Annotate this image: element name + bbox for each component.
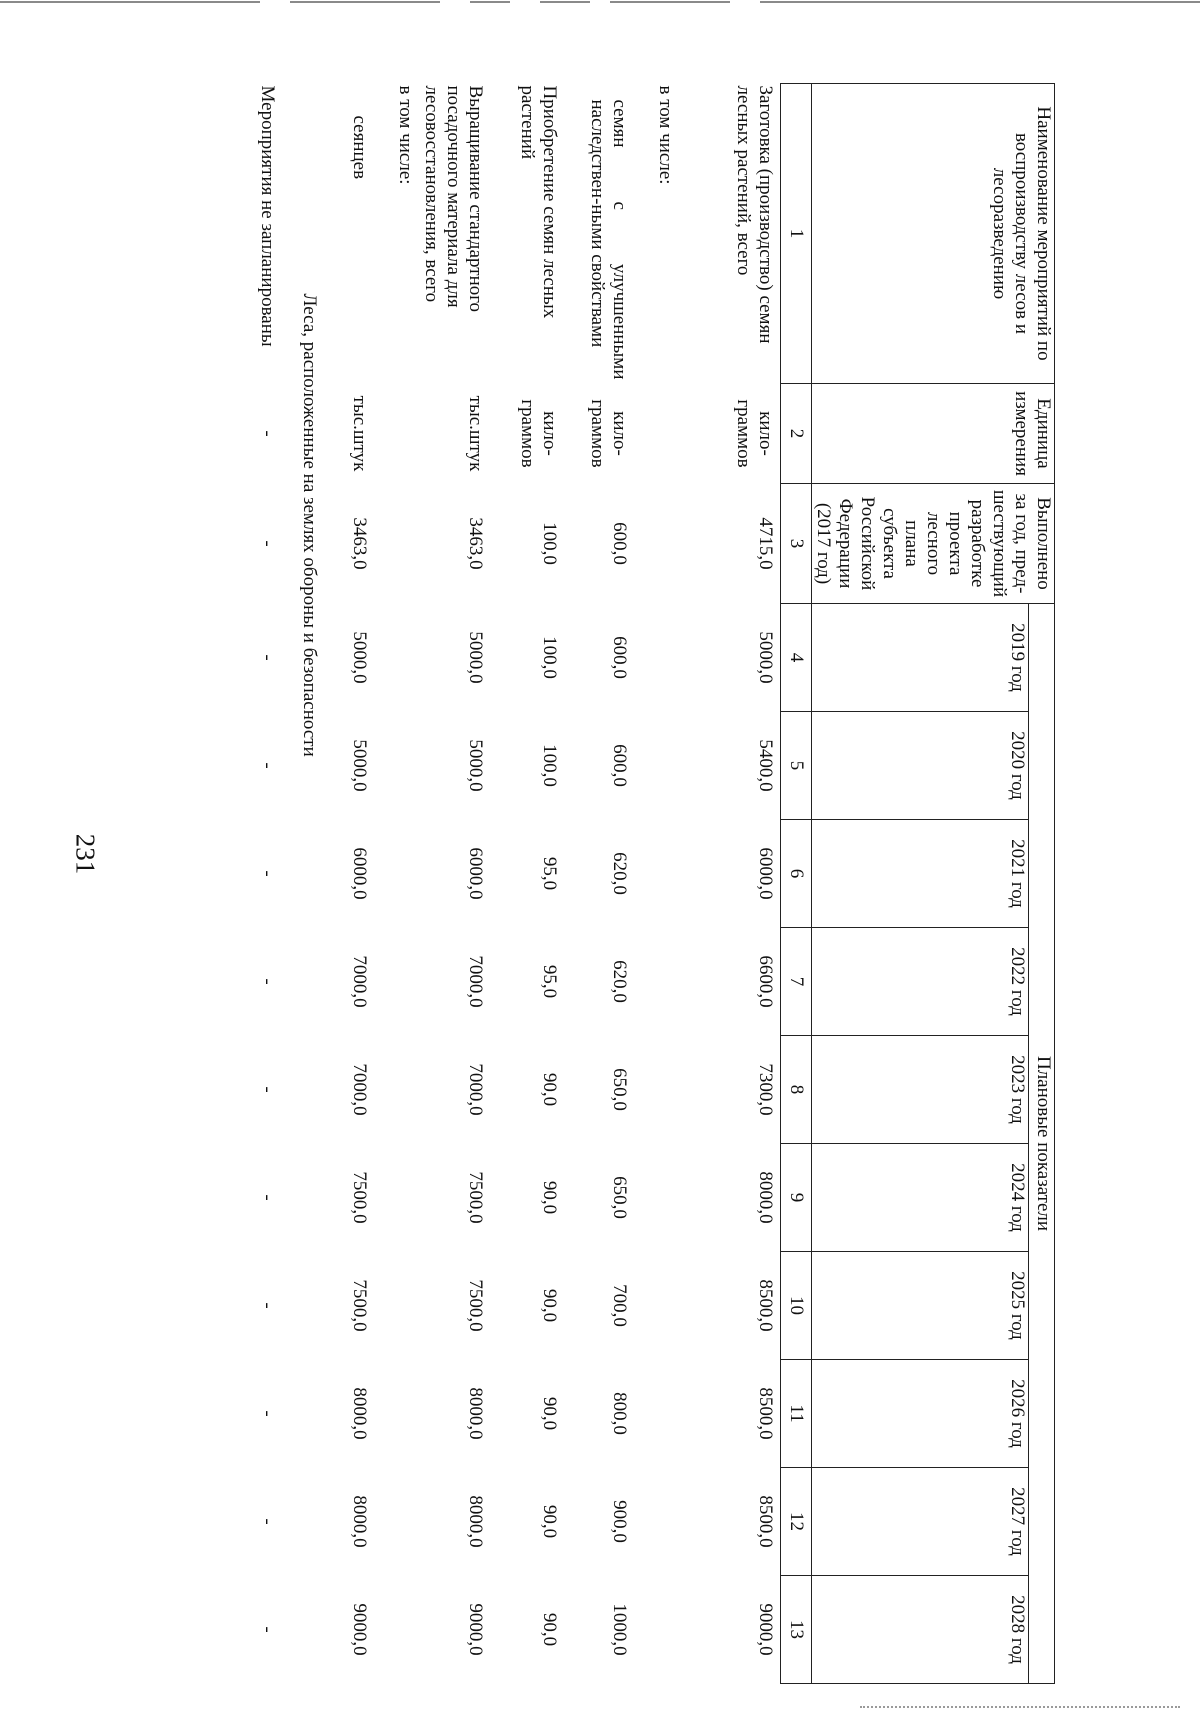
- header-year: 2027 год: [811, 1468, 1028, 1576]
- row-value: 8500,0: [754, 1387, 776, 1440]
- column-number: 4: [780, 604, 811, 712]
- row-value: 5000,0: [754, 631, 776, 684]
- header-year: 2028 год: [811, 1576, 1028, 1684]
- row-value: 90,0: [539, 1072, 561, 1107]
- row-value: 5000,0: [349, 739, 371, 792]
- section-title: [282, 293, 324, 1684]
- row-value: 100,0: [539, 744, 561, 787]
- row-dash: -: [257, 1518, 279, 1525]
- table-row: [564, 84, 634, 1684]
- table-row: [236, 84, 282, 1684]
- row-name-text: семян с улучшенными наследствен-ными свойствами: [587, 99, 631, 380]
- row-value: 1000,0: [609, 1603, 631, 1656]
- table-row: [374, 84, 420, 1684]
- row-value: 90,0: [539, 1180, 561, 1215]
- header-year: 2026 год: [811, 1360, 1028, 1468]
- row-name: сеянцев: [349, 115, 371, 180]
- table-row: [490, 84, 564, 1684]
- row-done: 3463,0: [465, 517, 487, 570]
- row-value: 650,0: [609, 1068, 631, 1111]
- column-number: 7: [780, 928, 811, 1036]
- row-value: 6000,0: [754, 847, 776, 900]
- row-dash: -: [257, 1410, 279, 1417]
- row-value: 7500,0: [465, 1279, 487, 1332]
- rotated-table-container: [45, 83, 1055, 1683]
- row-value: 8000,0: [349, 1495, 371, 1548]
- row-done: 3463,0: [349, 517, 371, 570]
- row-value: 8500,0: [754, 1279, 776, 1332]
- row-value: 8000,0: [465, 1495, 487, 1548]
- row-value: 6000,0: [349, 847, 371, 900]
- section-title-row: [282, 84, 324, 1684]
- header-unit: Единица измерения: [811, 384, 1054, 484]
- row-value: 900,0: [609, 1500, 631, 1543]
- column-number: 8: [780, 1036, 811, 1144]
- row-dash: -: [257, 430, 279, 437]
- column-number: 3: [780, 484, 811, 604]
- table-row: [634, 84, 680, 1684]
- row-value: 5000,0: [465, 739, 487, 792]
- row-value: 6600,0: [754, 955, 776, 1008]
- column-number: 2: [780, 384, 811, 484]
- header-year: 2023 год: [811, 1036, 1028, 1144]
- row-value: 7300,0: [754, 1063, 776, 1116]
- table-row: [324, 84, 374, 1684]
- header-year: 2020 год: [811, 712, 1028, 820]
- row-dash: -: [257, 1086, 279, 1093]
- row-dash: -: [257, 762, 279, 769]
- scan-edge-bottom: [860, 1706, 1180, 1710]
- header-planned-indicators: Плановые показатели: [1028, 604, 1054, 1684]
- row-unit: тыс.штук: [349, 395, 371, 472]
- row-value: 90,0: [539, 1612, 561, 1647]
- header-year: 2021 год: [811, 820, 1028, 928]
- row-value: 9000,0: [754, 1603, 776, 1656]
- column-number: 6: [780, 820, 811, 928]
- header-year: 2019 год: [811, 604, 1028, 712]
- header-done-2017: Выполнено за год, пред-шествующий разработке проекта лесного плана субъекта Российской Федерации (2017 год): [811, 484, 1054, 604]
- row-name: [564, 84, 634, 384]
- row-subheading: в том числе:: [395, 85, 417, 185]
- row-value: 8000,0: [465, 1387, 487, 1440]
- row-unit: кило-граммов: [587, 399, 631, 468]
- row-value: 90,0: [539, 1288, 561, 1323]
- row-dash: -: [257, 540, 279, 547]
- row-value: 90,0: [539, 1396, 561, 1431]
- header-activity-name: Наименование мероприятий по воспроизводству лесов и лесоразведению: [811, 84, 1054, 384]
- header-year: 2024 год: [811, 1144, 1028, 1252]
- header-year: 2025 год: [811, 1252, 1028, 1360]
- row-value: 95,0: [539, 856, 561, 891]
- row-unit: кило-граммов: [732, 399, 776, 468]
- row-unit: кило-граммов: [517, 399, 561, 468]
- row-value: 7500,0: [349, 1279, 371, 1332]
- column-number: 5: [780, 712, 811, 820]
- row-value: 9000,0: [465, 1603, 487, 1656]
- row-value: 620,0: [609, 960, 631, 1003]
- row-value: 100,0: [539, 636, 561, 679]
- page-number: 231: [70, 833, 101, 875]
- row-done: 100,0: [539, 522, 561, 565]
- column-number: 13: [780, 1576, 811, 1684]
- row-dash: -: [257, 1194, 279, 1201]
- row-value: 800,0: [609, 1392, 631, 1435]
- row-unit: тыс.штук: [465, 395, 487, 472]
- row-value: 7000,0: [465, 955, 487, 1008]
- row-name: Выращивание стандартного посадочного материала для лесовосстановления, всего: [421, 85, 487, 313]
- row-value: 8500,0: [754, 1495, 776, 1548]
- forest-reproduction-table: [236, 83, 1055, 1684]
- row-done: 4715,0: [754, 517, 776, 570]
- section-title-text: Леса, расположенные на землях обороны и безопасности: [299, 293, 321, 757]
- row-value: 7000,0: [349, 1063, 371, 1116]
- header-year: 2022 год: [811, 928, 1028, 1036]
- row-value: 600,0: [609, 636, 631, 679]
- row-name: Приобретение семян лесных растений: [517, 85, 561, 319]
- row-value: 5400,0: [754, 739, 776, 792]
- row-value: 7000,0: [465, 1063, 487, 1116]
- row-dash: -: [257, 654, 279, 661]
- row-value: 8000,0: [754, 1171, 776, 1224]
- row-value: 9000,0: [349, 1603, 371, 1656]
- row-value: 600,0: [609, 744, 631, 787]
- column-number-row: [780, 84, 811, 1684]
- column-number: 11: [780, 1360, 811, 1468]
- table-row: [420, 84, 490, 1684]
- scan-edge-top: [0, 0, 1200, 6]
- row-dash: -: [257, 978, 279, 985]
- column-number: 10: [780, 1252, 811, 1360]
- table-row: [680, 84, 780, 1684]
- row-value: 8000,0: [349, 1387, 371, 1440]
- row-dash: -: [257, 1626, 279, 1633]
- row-value: 6000,0: [465, 847, 487, 900]
- row-name: Мероприятия не запланированы: [257, 85, 279, 347]
- row-name: Заготовка (производство) семян лесных растений, всего: [732, 85, 776, 344]
- row-value: 90,0: [539, 1504, 561, 1539]
- row-dash: -: [257, 870, 279, 877]
- row-value: 620,0: [609, 852, 631, 895]
- row-value: 5000,0: [465, 631, 487, 684]
- row-value: 650,0: [609, 1176, 631, 1219]
- column-number: 12: [780, 1468, 811, 1576]
- row-value: 5000,0: [349, 631, 371, 684]
- row-done: 600,0: [609, 522, 631, 565]
- row-value: 95,0: [539, 964, 561, 999]
- row-value: 7500,0: [349, 1171, 371, 1224]
- row-value: 7500,0: [465, 1171, 487, 1224]
- row-dash: -: [257, 1302, 279, 1309]
- row-subheading: в том числе:: [655, 85, 677, 185]
- column-number: 9: [780, 1144, 811, 1252]
- row-value: 7000,0: [349, 955, 371, 1008]
- column-number: 1: [780, 84, 811, 384]
- row-value: 700,0: [609, 1284, 631, 1327]
